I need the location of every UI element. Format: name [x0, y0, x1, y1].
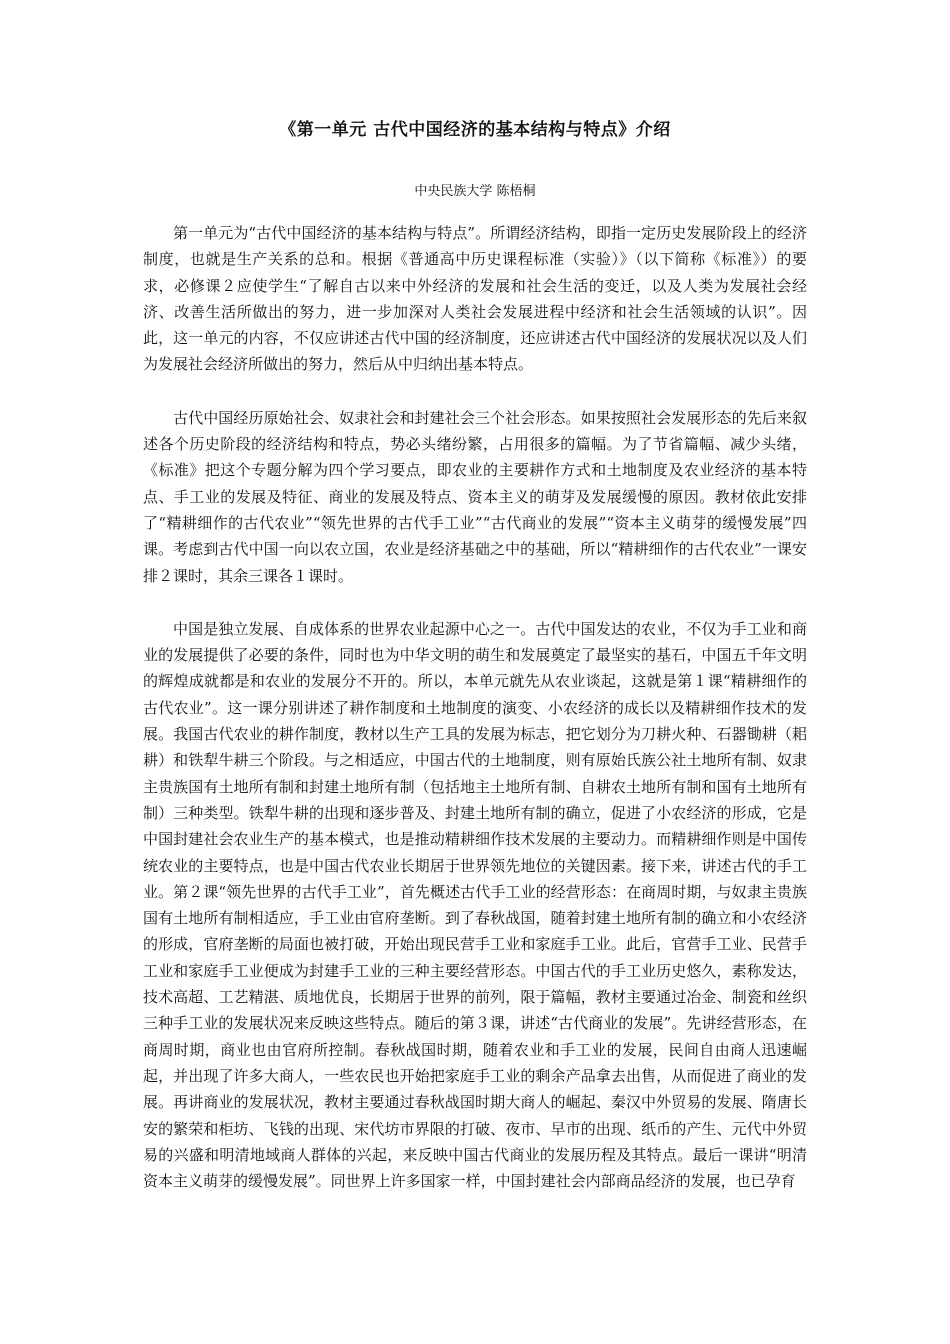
document-body [143, 220, 807, 1194]
document-title: 《第一单元 古代中国经济的基本结构与特点》介绍 [279, 120, 671, 140]
paragraph-1: 第一单元为“古代中国经济的基本结构与特点”。所谓经济结构，即指一定历史发展阶段上的经济制度，也就是生产关系的总和。根据《普通高中历史课程标准（实验）》（以下简称《标准》）的要求，必修课２应使学生“了解自古以来中外经济的发展和社会生活的变迁，以及人类为发展社会经济、改善生活所做出的努力，进一步加深对人类社会发展进程中经济和社会生活领域的认识”。因此，这一单元的内容，不仅应讲述古代中国的经济制度，还应讲述古代中国经济的发展状况以及人们为发展社会经济所做出的努力，然后从中归纳出基本特点。 [143, 224, 807, 374]
document-author: 中央民族大学 陈梧桐 [414, 184, 536, 199]
paragraph-2: 古代中国经历原始社会、奴隶社会和封建社会三个社会形态。如果按照社会发展形态的先后来叙述各个历史阶段的经济结构和特点，势必头绪纷繁，占用很多的篇幅。为了节省篇幅、减少头绪，《标准》把这个专题分解为四个学习要点，即农业的主要耕作方式和土地制度及农业经济的基本特点、手工业的发展及特征、商业的发展及特点、资本主义的萌芽及发展缓慢的原因。教材依此安排了“精耕细作的古代农业”“领先世界的古代手工业”“古代商业的发展”“资本主义萌芽的缓慢发展”四课。考虑到古代中国一向以农立国，农业是经济基础之中的基础，所以“精耕细作的古代农业”一课安排２课时，其余三课各１课时。 [143, 408, 807, 585]
paragraph-3: 中国是独立发展、自成体系的世界农业起源中心之一。古代中国发达的农业，不仅为手工业和商业的发展提供了必要的条件，同时也为中华文明的萌生和发展奠定了最坚实的基石，中国五千年文明的辉煌成就都是和农业的发展分不开的。所以，本单元就先从农业谈起，这就是第１课“精耕细作的古代农业”。这一课分别讲述了耕作制度和土地制度的演变、小农经济的成长以及精耕细作技术的发展。我国古代农业的耕作制度，教材以生产工具的发展为标志，把它划分为刀耕火种、石器锄耕（耜耕）和铁犁牛耕三个阶段。与之相适应，中国古代的土地制度，则有原始氏族公社土地所有制、奴隶主贵族国有土地所有制和封建土地所有制（包括地主土地所有制、自耕农土地所有制和国有土地所有制）三种类型。铁犁牛耕的出现和逐步普及、封建土地所有制的确立，促进了小农经济的形成，它是中国封建社会农业生产的基本模式，也是推动精耕细作技术发展的主要动力。而精耕细作则是中国传统农业的主要特点，也是中国古代农业长期居于世界领先地位的关键因素。接下来，讲述古代的手工业。第２课“领先世界的古代手工业”，首先概述古代手工业的经营形态：在商周时期，与奴隶主贵族国有土地所有制相适应，手工业由官府垄断。到了春秋战国，随着封建土地所有制的确立和小农经济的形成，官府垄断的局面也被打破，开始出现民营手工业和家庭手工业。此后，官营手工业、民营手工业和家庭手工业便成为封建手工业的三种主要经营形态。中国古代的手工业历史悠久，素称发达，技术高超、工艺精湛、质地优良，长期居于世界的前列，限于篇幅，教材主要通过冶金、制瓷和丝织三种手工业的发展状况来反映这些特点。随后的第３课，讲述“古代商业的发展”。先讲经营形态，在商周时期，商业也由官府所控制。春秋战国时期，随着农业和手工业的发展，民间自由商人迅速崛起，并出现了许多大商人，一些农民也开始把家庭手工业的剩余产品拿去出售，从而促进了商业的发展。再讲商业的发展状况，教材主要通过春秋战国时期大商人的崛起、秦汉中外贸易的发展、隋唐长安的繁荣和柜坊、飞钱的出现、宋代坊市界限的打破、夜市、早市的出现、纸币的产生、元代中外贸易的兴盛和明清地域商人群体的兴起，来反映中国古代商业的发展历程及其特点。最后一课讲“明清资本主义萌芽的缓慢发展”。同世界上许多国家一样，中国封建社会内部商品经济的发展，也已孕育 [143, 619, 807, 1191]
